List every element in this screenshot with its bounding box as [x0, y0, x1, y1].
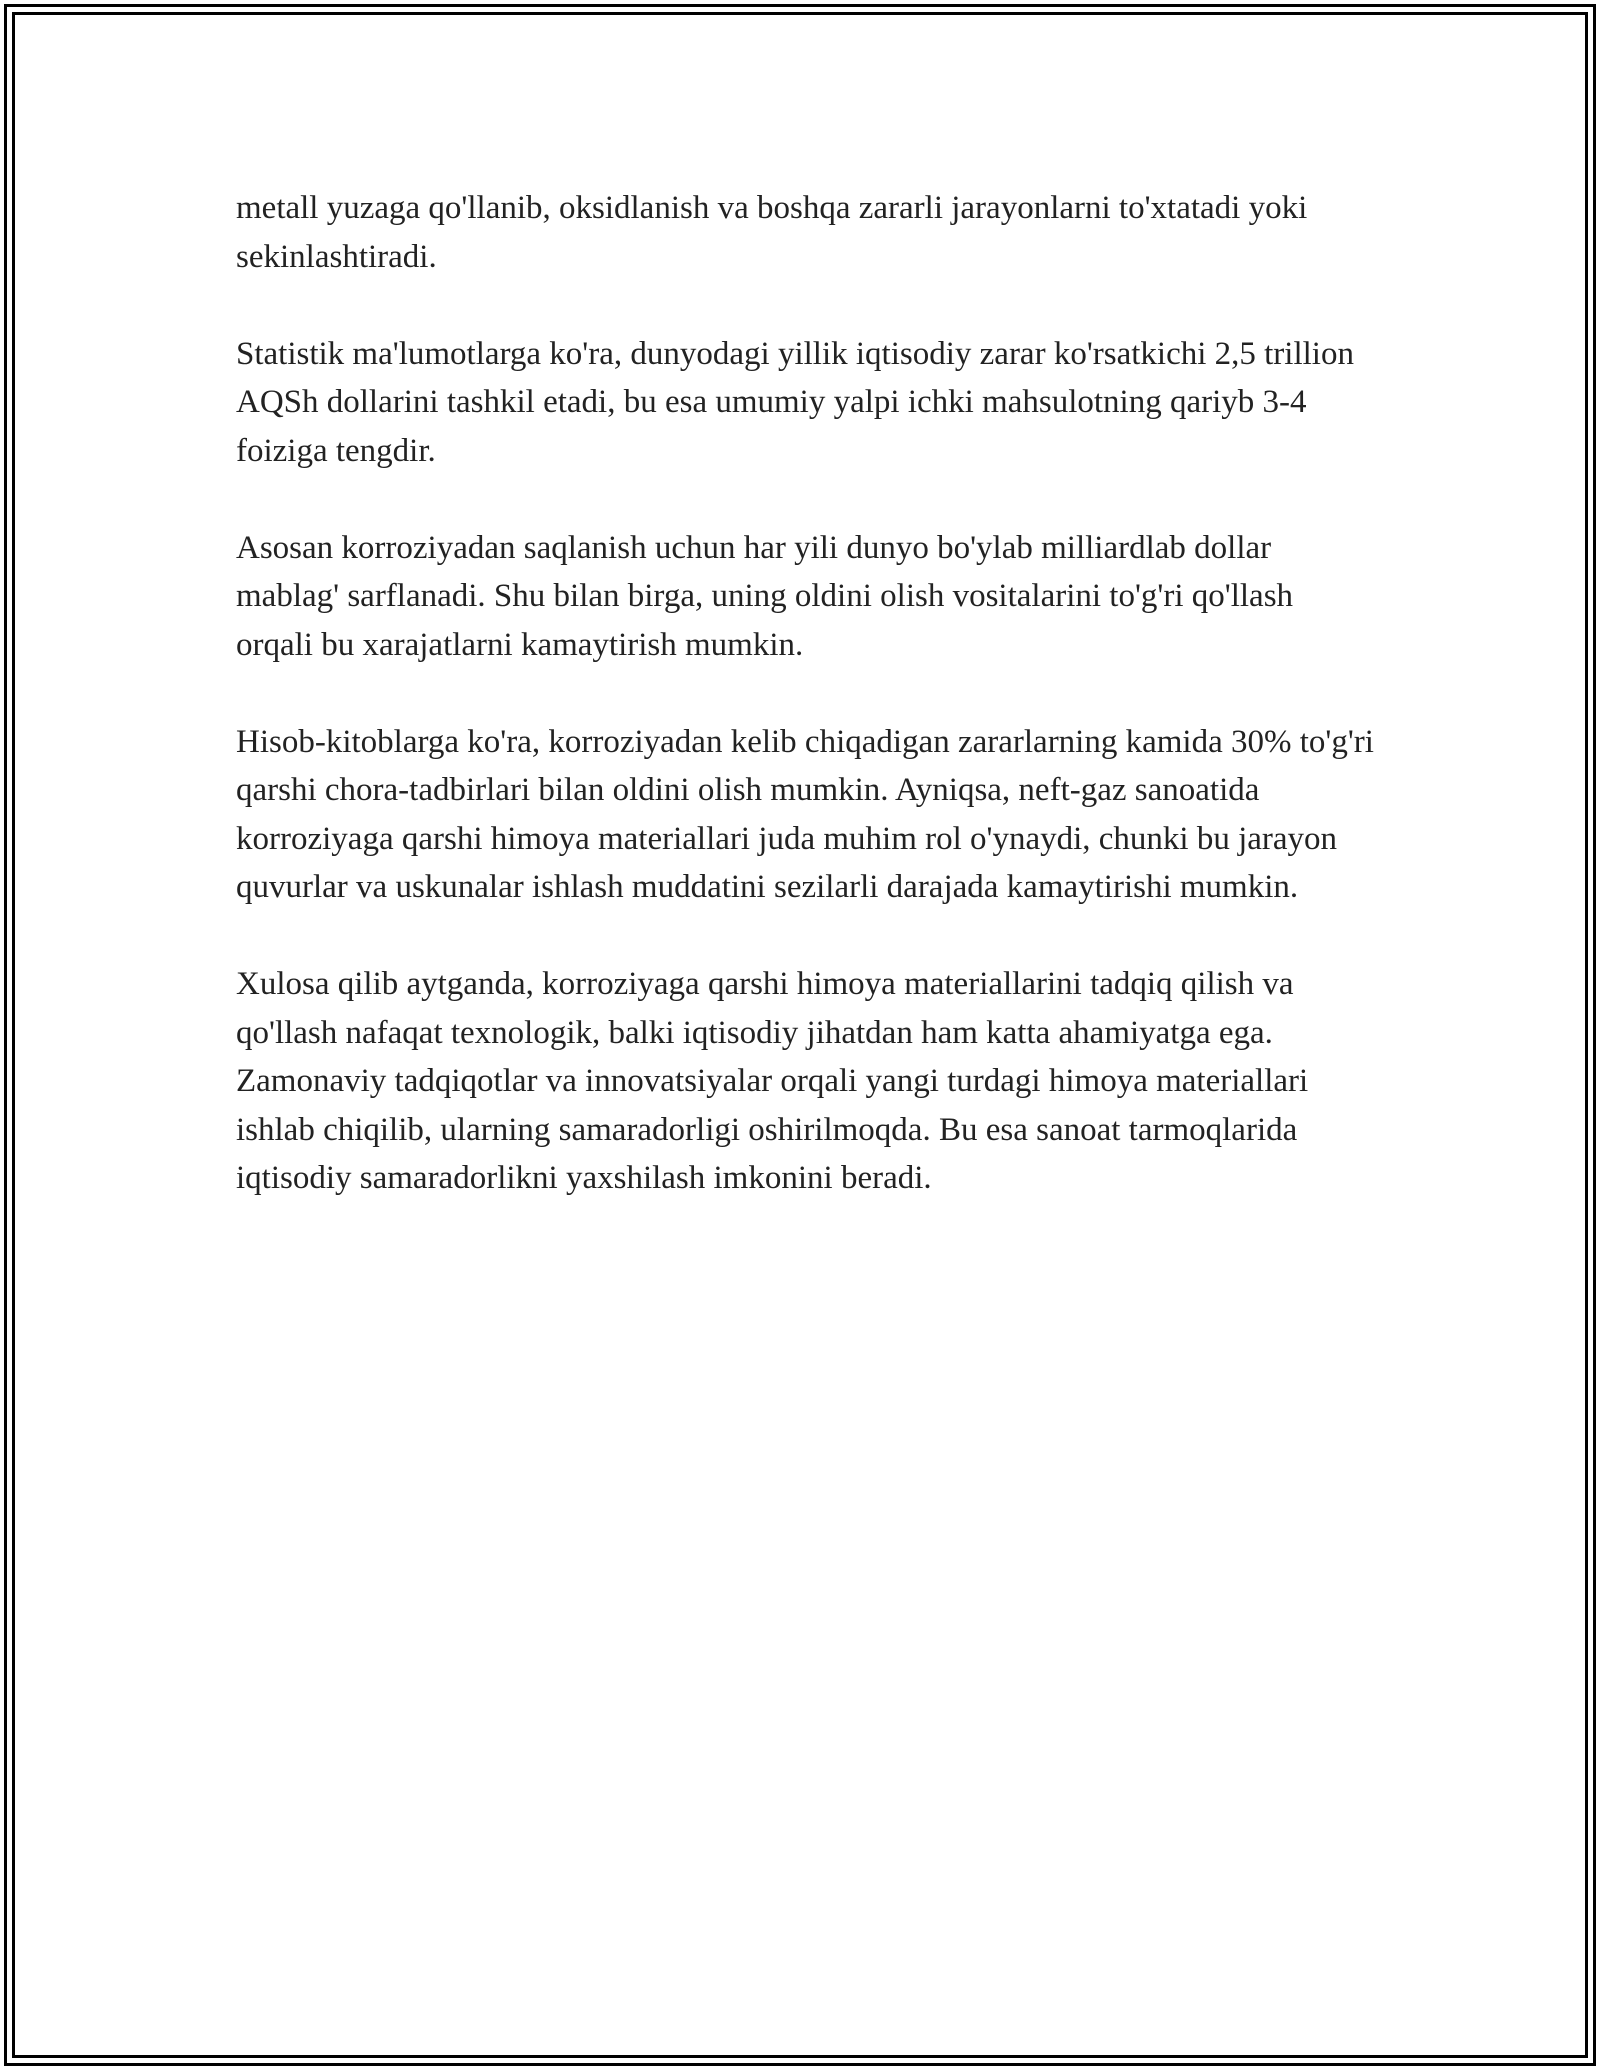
paragraph-5: Xulosa qilib aytganda, korroziyaga qarshi himoya materiallarini tadqiq qilish va qo'llash nafaqat texnologik, balki iqtisodiy jihatdan ham katta ahamiyatga ega. Zamonaviy tadqiqotlar va innovatsiyalar orqali yangi turdagi himoya materiallari ishlab chiqilib, ularning samaradorligi oshirilmoqda. Bu esa sanoat tarmoqlarida iqtisodiy samaradorlikni yaxshilash imkonini beradi.	[236, 966, 1309, 1196]
paragraph-4: Hisob-kitoblarga ko'ra, korroziyadan kelib chiqadigan zararlarning kamida 30% to'g'ri qarshi chora-tadbirlari bilan oldini olish mumkin. Ayniqsa, neft-gaz sanoatida korroziyaga qarshi himoya materiallari juda muhim rol o'ynaydi, chunki bu jarayon quvurlar va uskunalar ishlash muddatini sezilarli darajada kamaytirishi mumkin.	[236, 723, 1374, 905]
paragraph-3: Asosan korroziyadan saqlanish uchun har yili dunyo bo'ylab milliardlab dollar mablag' sarflanadi. Shu bilan birga, uning oldini olish vositalarini to'g'ri qo'llash orqali bu xarajatlarni kamaytirish mumkin.	[236, 529, 1294, 663]
paragraph-2: Statistik ma'lumotlarga ko'ra, dunyodagi yillik iqtisodiy zarar ko'rsatkichi 2,5 trillion AQSh dollarini tashkil etadi, bu esa umumiy yalpi ichki mahsulotning qariyb 3-4 foiziga tengdir.	[236, 335, 1354, 469]
paragraph-1: metall yuzaga qo'llanib, oksidlanish va boshqa zararli jarayonlarni to'xtatadi yoki sekinlashtiradi.	[236, 190, 1308, 275]
document-body	[236, 184, 1376, 1251]
